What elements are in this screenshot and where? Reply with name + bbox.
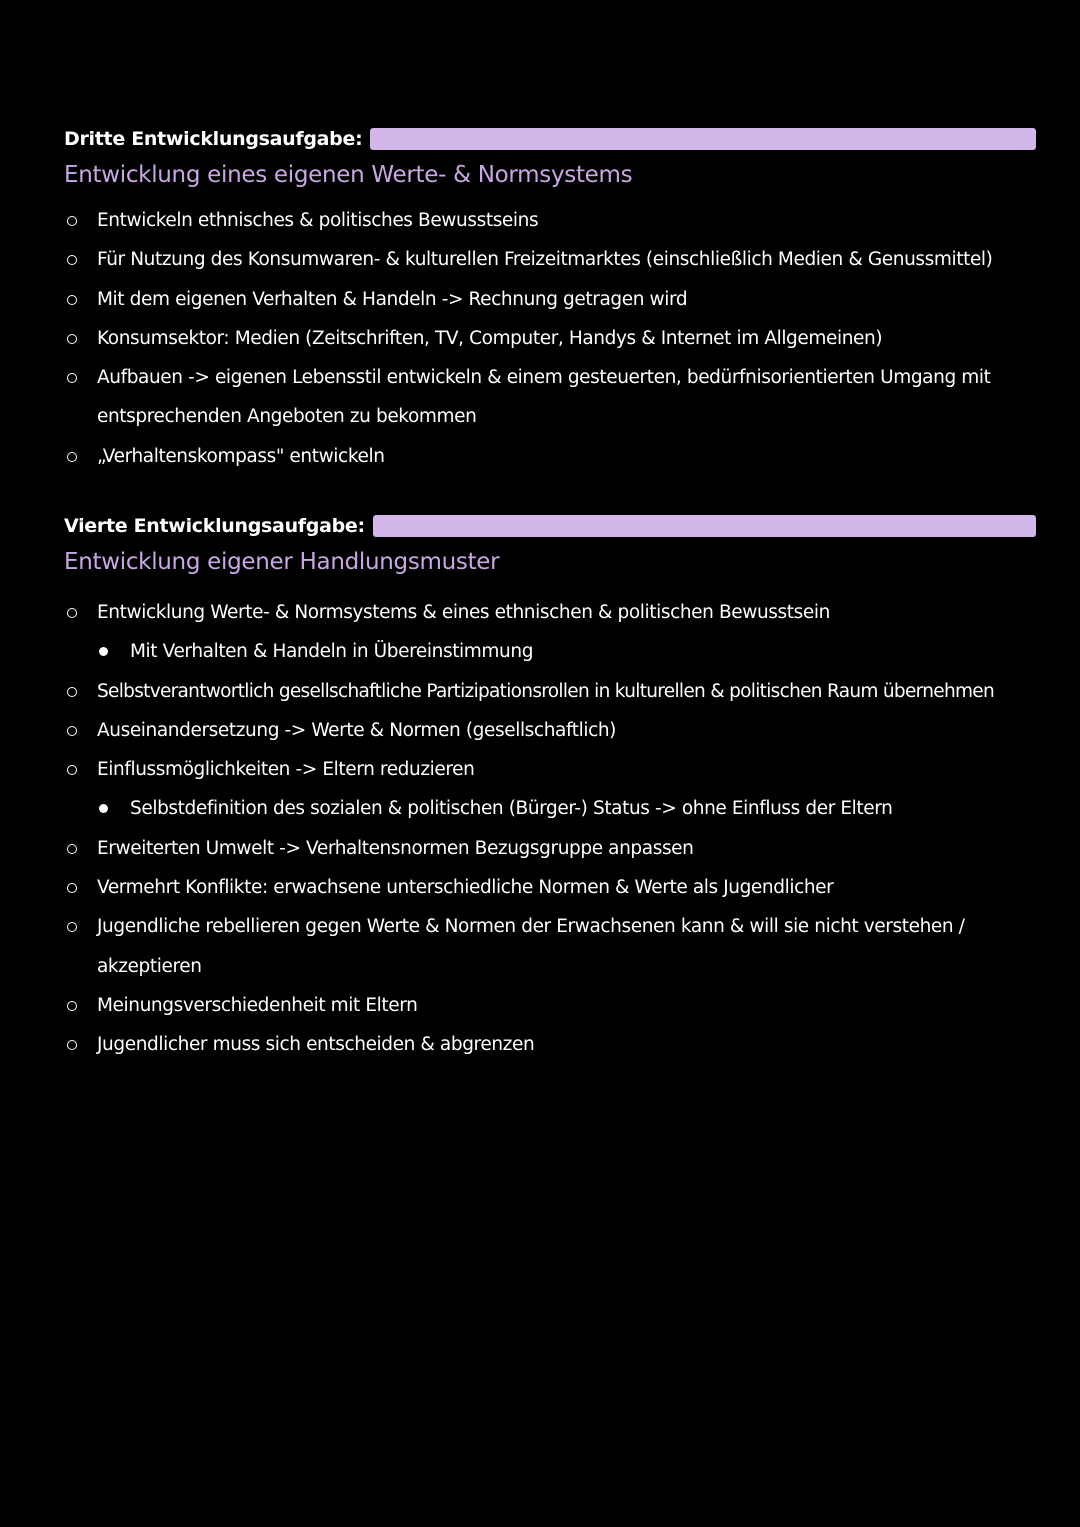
list-item: [64, 711, 1036, 750]
list-item-text: Meinungsverschiedenheit mit Eltern: [97, 994, 418, 1016]
section-heading: Vierte Entwicklungsaufgabe:: [64, 515, 365, 537]
sub-list-item: [64, 789, 1036, 828]
sub-list-item-text: Selbstdefinition des sozialen & politischen (Bürger-) Status -> ohne Einfluss der Eltern: [130, 798, 893, 820]
circle-bullet-icon: [67, 883, 77, 893]
list-item-text: Jugendliche rebellieren gegen Werte & Normen der Erwachsenen kann & will sie nicht verstehen /: [97, 916, 965, 938]
list-item: [64, 358, 1036, 437]
list-item: [64, 319, 1036, 358]
list-item: [64, 986, 1036, 1025]
list-item-text: Aufbauen -> eigenen Lebensstil entwickeln & einem gesteuerten, bedürfnisorientierten Umgang mit: [97, 367, 991, 389]
list-item: [64, 437, 1036, 476]
sub-list-item: [64, 632, 1036, 671]
circle-bullet-icon: [67, 765, 77, 775]
circle-bullet-icon: [67, 1001, 77, 1011]
circle-bullet-icon: [67, 687, 77, 697]
circle-bullet-icon: [67, 844, 77, 854]
list-item-text: Entwicklung Werte- & Normsystems & eines ethnischen & politischen Bewusstsein: [97, 602, 830, 623]
list-item: [64, 750, 1036, 789]
section-heading-row: [64, 511, 1036, 541]
sub-list-item-text: Mit Verhalten & Handeln in Übereinstimmung: [130, 641, 534, 663]
circle-bullet-icon: [67, 295, 77, 305]
section-heading-row: [64, 124, 1036, 154]
list-item: [64, 280, 1036, 319]
highlight-bar: [370, 128, 1036, 150]
bullet-list: [64, 593, 1036, 1065]
dot-bullet-icon: [99, 804, 108, 813]
list-item-text: Mit dem eigenen Verhalten & Handeln -> Rechnung getragen wird: [97, 288, 688, 310]
section-subtitle: Entwicklung eigener Handlungsmuster: [64, 549, 500, 575]
bullet-list: [64, 201, 1036, 476]
circle-bullet-icon: [67, 1040, 77, 1050]
circle-bullet-icon: [67, 255, 77, 265]
section-heading: Dritte Entwicklungsaufgabe:: [64, 128, 363, 150]
list-item-text: Vermehrt Konflikte: erwachsene unterschiedliche Normen & Werte als Jugendlicher: [97, 877, 834, 899]
list-item-text: Konsumsektor: Medien (Zeitschriften, TV, Computer, Handys & Internet im Allgemeinen): [97, 327, 883, 349]
circle-bullet-icon: [67, 608, 77, 618]
list-item: [64, 593, 1036, 632]
list-item-text: „Verhaltenskompass" entwickeln: [97, 445, 385, 467]
circle-bullet-icon: [67, 726, 77, 736]
section-dritte-entwicklungsaufgabe: [64, 124, 1036, 476]
section-vierte-entwicklungsaufgabe: [64, 511, 1036, 1065]
circle-bullet-icon: [67, 334, 77, 344]
list-item-text: Für Nutzung des Konsumwaren- & kulturellen Freizeitmarktes (einschließlich Medien & Genussmittel): [97, 249, 993, 271]
list-item-continuation: akzeptieren: [97, 955, 202, 977]
list-item-text: Jugendlicher muss sich entscheiden & abgrenzen: [97, 1034, 535, 1056]
list-item-continuation: entsprechenden Angeboten zu bekommen: [97, 406, 477, 428]
section-subtitle: Entwicklung eines eigenen Werte- & Normsystems: [64, 162, 633, 188]
circle-bullet-icon: [67, 373, 77, 383]
highlight-bar: [373, 515, 1036, 537]
dot-bullet-icon: [99, 647, 108, 656]
list-item-text: Auseinandersetzung -> Werte & Normen (gesellschaftlich): [97, 719, 616, 741]
list-item: [64, 1025, 1036, 1064]
list-item: [64, 240, 1036, 279]
list-item: [64, 868, 1036, 907]
list-item-text: Entwickeln ethnisches & politisches Bewusstseins: [97, 210, 539, 231]
list-item-text: Selbstverantwortlich gesellschaftliche Partizipationsrollen in kulturellen & politischen Raum übernehmen: [97, 680, 994, 702]
circle-bullet-icon: [67, 216, 77, 226]
list-item: [64, 907, 1036, 986]
list-item: [64, 201, 1036, 240]
list-item-text: Einflussmöglichkeiten -> Eltern reduzieren: [97, 759, 475, 781]
list-item: [64, 672, 1036, 711]
circle-bullet-icon: [67, 922, 77, 932]
list-item: [64, 829, 1036, 868]
circle-bullet-icon: [67, 452, 77, 462]
list-item-text: Erweiterten Umwelt -> Verhaltensnormen Bezugsgruppe anpassen: [97, 837, 694, 859]
